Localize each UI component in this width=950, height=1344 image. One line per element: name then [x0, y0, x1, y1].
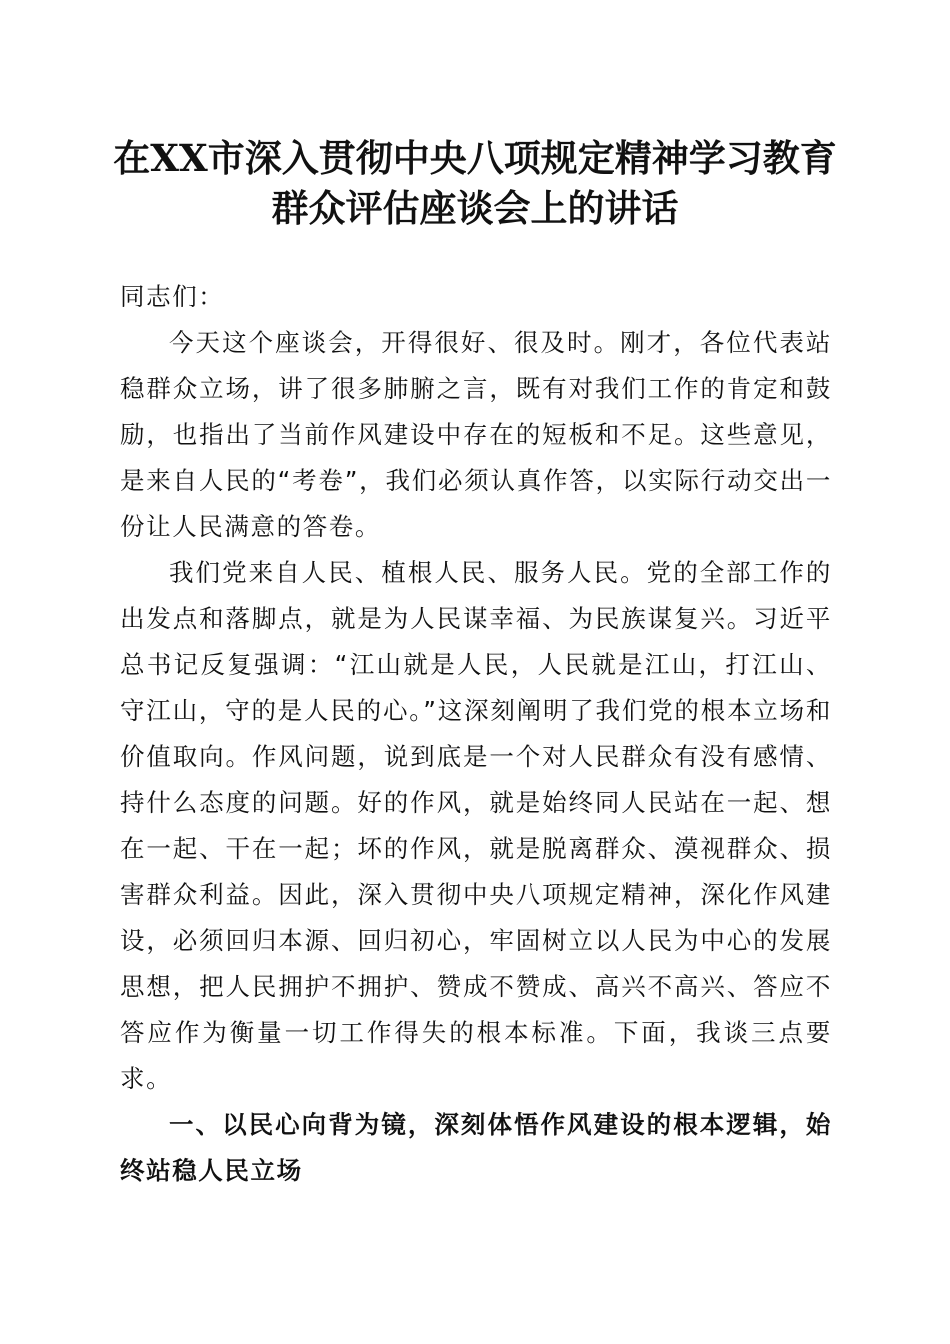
title-line-1: 在XX市深入贯彻中央八项规定精神学习教育 [113, 136, 837, 180]
title-line-2: 群众评估座谈会上的讲话 [271, 186, 679, 230]
paragraph: 今天这个座谈会，开得很好、很及时。刚才，各位代表站稳群众立场，讲了很多肺腑之言，既有对我们工作的肯定和鼓励，也指出了当前作风建设中存在的短板和不足。这些意见，是来自人民的“考卷”，我们必须认真作答，以实际行动交出一份让人民满意的答卷。 [120, 328, 832, 541]
salutation: 同志们： [120, 282, 225, 311]
document-body [120, 274, 832, 1194]
document-title [100, 133, 850, 233]
section-heading: 一、以民心向背为镜，深刻体悟作风建设的根本逻辑，始终站稳人民立场 [120, 1110, 832, 1185]
paragraph: 我们党来自人民、植根人民、服务人民。党的全部工作的出发点和落脚点，就是为人民谋幸福、为民族谋复兴。习近平总书记反复强调：“江山就是人民，人民就是江山，打江山、守江山，守的是人民的心。”这深刻阐明了我们党的根本立场和价值取向。作风问题，说到底是一个对人民群众有没有感情、持什么态度的问题。好的作风，就是始终同人民站在一起、想在一起、干在一起；坏的作风，就是脱离群众、漠视群众、损害群众利益。因此，深入贯彻中央八项规定精神，深化作风建设，必须回归本源、回归初心，牢固树立以人民为中心的发展思想，把人民拥护不拥护、赞成不赞成、高兴不高兴、答应不答应作为衡量一切工作得失的根本标准。下面，我谈三点要求。 [120, 558, 832, 1093]
